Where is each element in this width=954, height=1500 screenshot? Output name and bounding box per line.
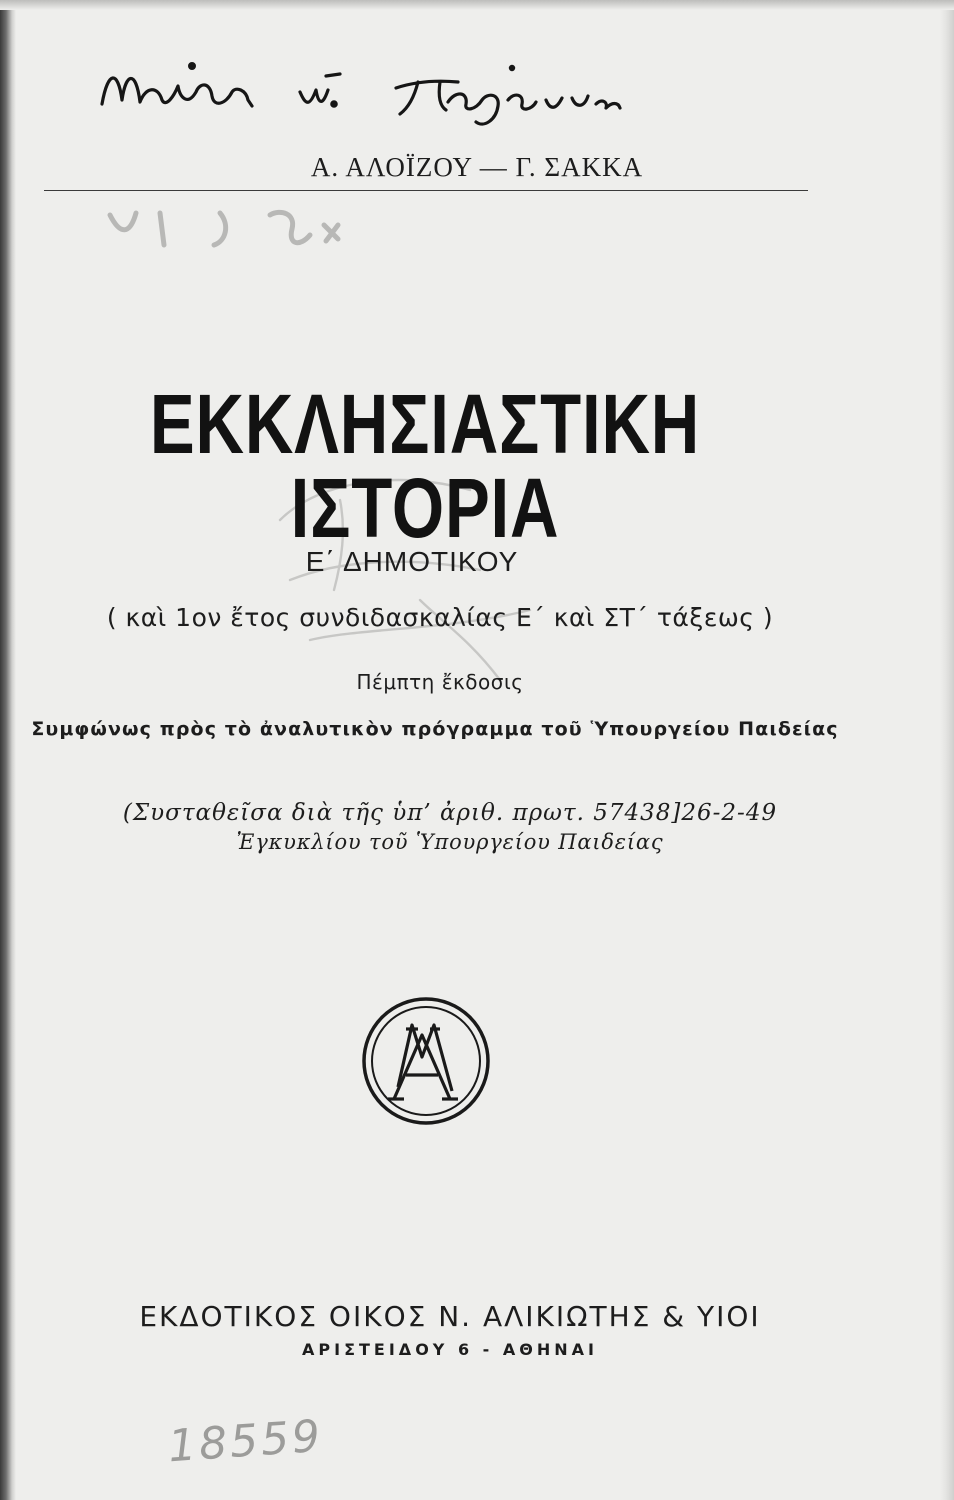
curriculum-note: Συμφώνως πρὸς τὸ ἀναλυτικὸν πρόγραμμα τοῦ Ὑπουργείου Παιδείας: [31, 718, 839, 740]
library-stamp: [100, 195, 350, 265]
grade-detail: ( καὶ 1ον ἔτος συνδιδασκαλίας Ε΄ καὶ ΣΤ΄ τάξεως ): [106, 603, 774, 632]
edition: Πέμπτη ἔκδοσις: [356, 670, 524, 694]
page-top-edge: [0, 0, 954, 10]
grade-level: Ε΄ ΔΗΜΟΤΙΚΟΥ: [305, 546, 519, 577]
approval-line-2: Ἐγκυκλίου τοῦ Ὑπουργείου Παιδείας: [236, 830, 664, 854]
approval-line-1: (Συσταθεῖσα διὰ τῆς ὑπ’ ἀριθ. πρωτ. 57438]26-2-49: [122, 800, 778, 826]
signature-drawing: [96, 52, 656, 132]
binding-edge: [0, 0, 16, 1500]
divider-rule: [44, 190, 808, 191]
publisher-name: ΕΚΔΟΤΙΚΟΣ ΟΙΚΟΣ Ν. ΑΛΙΚΙΩΤΗΣ & ΥΙΟΙ: [139, 1300, 761, 1333]
book-title: ΕΚΚΛΗΣΙΑΣΤΙΚΗ ΙΣΤΟΡΙΑ: [149, 377, 701, 555]
publisher-logo-icon: [360, 995, 492, 1127]
inventory-number: 18559: [166, 1410, 325, 1473]
authors: Α. ΑΛΟΪΖΟΥ — Γ. ΣΑΚΚΑ: [310, 152, 644, 182]
page-right-edge: [940, 0, 954, 1500]
owner-signature: [96, 52, 656, 132]
publisher-address: ΑΡΙΣΤΕΙΔΟΥ 6 - ΑΘΗΝΑΙ: [302, 1340, 598, 1359]
